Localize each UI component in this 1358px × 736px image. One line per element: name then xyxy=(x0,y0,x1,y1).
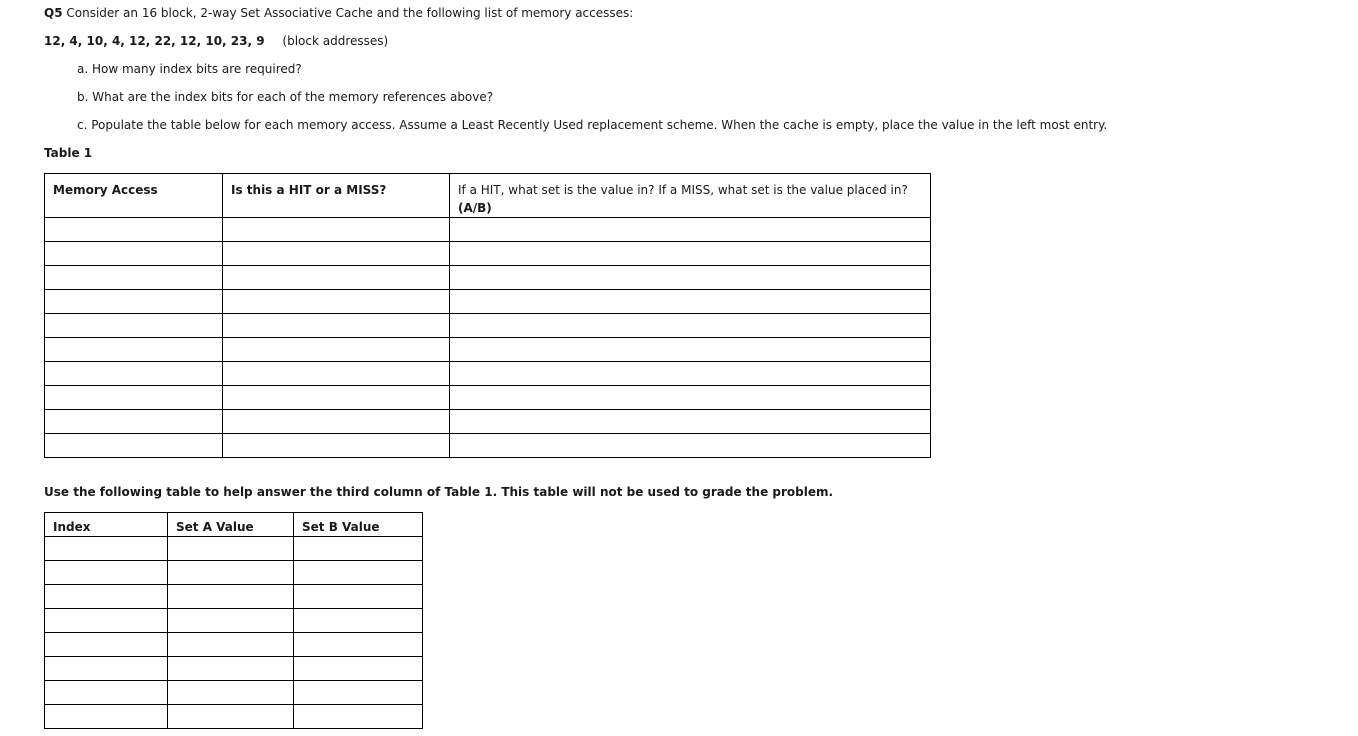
question-part-a: a. How many index bits are required? xyxy=(77,62,302,76)
table2-cell-set-b-value[interactable] xyxy=(294,657,423,681)
header-label: Set A Value xyxy=(176,520,254,534)
table2-row xyxy=(45,705,423,729)
table2-cell-set-b-value[interactable] xyxy=(294,609,423,633)
table2-cell-set-a-value[interactable] xyxy=(168,585,294,609)
table1-row xyxy=(45,314,931,338)
table1-cell-set[interactable] xyxy=(450,242,931,266)
table1-cell-hit-or-miss[interactable] xyxy=(223,242,450,266)
table2-cell-set-b-value[interactable] xyxy=(294,705,423,729)
header-label: Is this a HIT or a MISS? xyxy=(231,183,387,197)
table1-cell-hit-or-miss[interactable] xyxy=(223,410,450,434)
table1-cell-hit-or-miss[interactable] xyxy=(223,338,450,362)
table1-cell-set[interactable] xyxy=(450,266,931,290)
table1 xyxy=(44,173,931,458)
table2-cell-set-b-value[interactable] xyxy=(294,561,423,585)
table1-cell-set[interactable] xyxy=(450,410,931,434)
table1-header-hit-or-miss xyxy=(223,174,450,218)
header-set-options: (A/B) xyxy=(458,201,492,215)
question-part-b: b. What are the index bits for each of the memory references above? xyxy=(77,90,494,104)
table1-row xyxy=(45,410,931,434)
question-part-c: c. Populate the table below for each memory access. Assume a Least Recently Used replacement scheme. When the cache is empty, place the value in the left most entry. xyxy=(77,118,1108,132)
table2-cell-index[interactable] xyxy=(45,681,168,705)
table2-cell-set-a-value[interactable] xyxy=(168,633,294,657)
header-label: Set B Value xyxy=(302,520,380,534)
table1-cell-memory-access[interactable] xyxy=(45,218,223,242)
table1-cell-memory-access[interactable] xyxy=(45,338,223,362)
table2-cell-index[interactable] xyxy=(45,561,168,585)
memory-access-list xyxy=(44,33,388,49)
table1-row xyxy=(45,386,931,410)
header-label: If a HIT, what set is the value in? If a MISS, what set is the value placed in? xyxy=(458,183,908,197)
table2-row xyxy=(45,657,423,681)
table2-row xyxy=(45,681,423,705)
table1-cell-hit-or-miss[interactable] xyxy=(223,434,450,458)
table2 xyxy=(44,512,423,729)
table1-cell-hit-or-miss[interactable] xyxy=(223,386,450,410)
table1-cell-memory-access[interactable] xyxy=(45,410,223,434)
table1-cell-memory-access[interactable] xyxy=(45,434,223,458)
table2-row xyxy=(45,585,423,609)
table1-cell-set[interactable] xyxy=(450,386,931,410)
header-set-question xyxy=(450,174,930,217)
question-label: Q5 xyxy=(44,6,63,20)
table2-row xyxy=(45,561,423,585)
table2-header-set-a xyxy=(168,513,294,537)
table1-cell-hit-or-miss[interactable] xyxy=(223,266,450,290)
table2-header-set-b xyxy=(294,513,423,537)
table2-cell-index[interactable] xyxy=(45,609,168,633)
table1-header-set xyxy=(450,174,931,218)
helper-instructions: Use the following table to help answer the third column of Table 1. This table will not be used to grade the problem. xyxy=(44,485,834,499)
table1-cell-set[interactable] xyxy=(450,434,931,458)
table2-cell-set-a-value[interactable] xyxy=(168,657,294,681)
table2-cell-set-b-value[interactable] xyxy=(294,633,423,657)
table1-header-memory-access xyxy=(45,174,223,218)
table2-row xyxy=(45,633,423,657)
table1-cell-memory-access[interactable] xyxy=(45,386,223,410)
table1-row xyxy=(45,218,931,242)
table1-cell-memory-access[interactable] xyxy=(45,242,223,266)
table1-row xyxy=(45,242,931,266)
table2-cell-index[interactable] xyxy=(45,657,168,681)
table1-row xyxy=(45,434,931,458)
question-statement xyxy=(44,5,633,21)
table1-cell-hit-or-miss[interactable] xyxy=(223,290,450,314)
table2-cell-set-b-value[interactable] xyxy=(294,585,423,609)
table2-cell-set-a-value[interactable] xyxy=(168,537,294,561)
table2-cell-set-a-value[interactable] xyxy=(168,681,294,705)
table1-row xyxy=(45,290,931,314)
table1-caption: Table 1 xyxy=(44,146,93,160)
table1-cell-memory-access[interactable] xyxy=(45,290,223,314)
table1-cell-set[interactable] xyxy=(450,362,931,386)
table2-cell-set-b-value[interactable] xyxy=(294,681,423,705)
table2-cell-index[interactable] xyxy=(45,537,168,561)
table1-cell-set[interactable] xyxy=(450,218,931,242)
table1-cell-set[interactable] xyxy=(450,314,931,338)
table2-header-row xyxy=(45,513,423,537)
table2-cell-set-b-value[interactable] xyxy=(294,537,423,561)
table1-cell-memory-access[interactable] xyxy=(45,362,223,386)
table1-cell-hit-or-miss[interactable] xyxy=(223,314,450,338)
table1-row xyxy=(45,266,931,290)
table1-header-row xyxy=(45,174,931,218)
table2-cell-index[interactable] xyxy=(45,585,168,609)
table1-row xyxy=(45,362,931,386)
table2-cell-set-a-value[interactable] xyxy=(168,609,294,633)
table1-cell-memory-access[interactable] xyxy=(45,266,223,290)
table2-header-index xyxy=(45,513,168,537)
table1-cell-hit-or-miss[interactable] xyxy=(223,362,450,386)
header-label: Memory Access xyxy=(53,183,158,197)
table2-cell-set-a-value[interactable] xyxy=(168,561,294,585)
table1-cell-hit-or-miss[interactable] xyxy=(223,218,450,242)
table1-row xyxy=(45,338,931,362)
table2-row xyxy=(45,609,423,633)
header-label: Index xyxy=(53,520,91,534)
table1-cell-set[interactable] xyxy=(450,338,931,362)
table1-cell-memory-access[interactable] xyxy=(45,314,223,338)
table1-cell-set[interactable] xyxy=(450,290,931,314)
table2-cell-set-a-value[interactable] xyxy=(168,705,294,729)
table2-cell-index[interactable] xyxy=(45,633,168,657)
table2-cell-index[interactable] xyxy=(45,705,168,729)
question-text: Consider an 16 block, 2-way Set Associative Cache and the following list of memory accesses: xyxy=(66,6,634,20)
access-sequence-note: (block addresses) xyxy=(282,34,389,48)
access-sequence: 12, 4, 10, 4, 12, 22, 12, 10, 23, 9 xyxy=(44,34,265,48)
table2-row xyxy=(45,537,423,561)
